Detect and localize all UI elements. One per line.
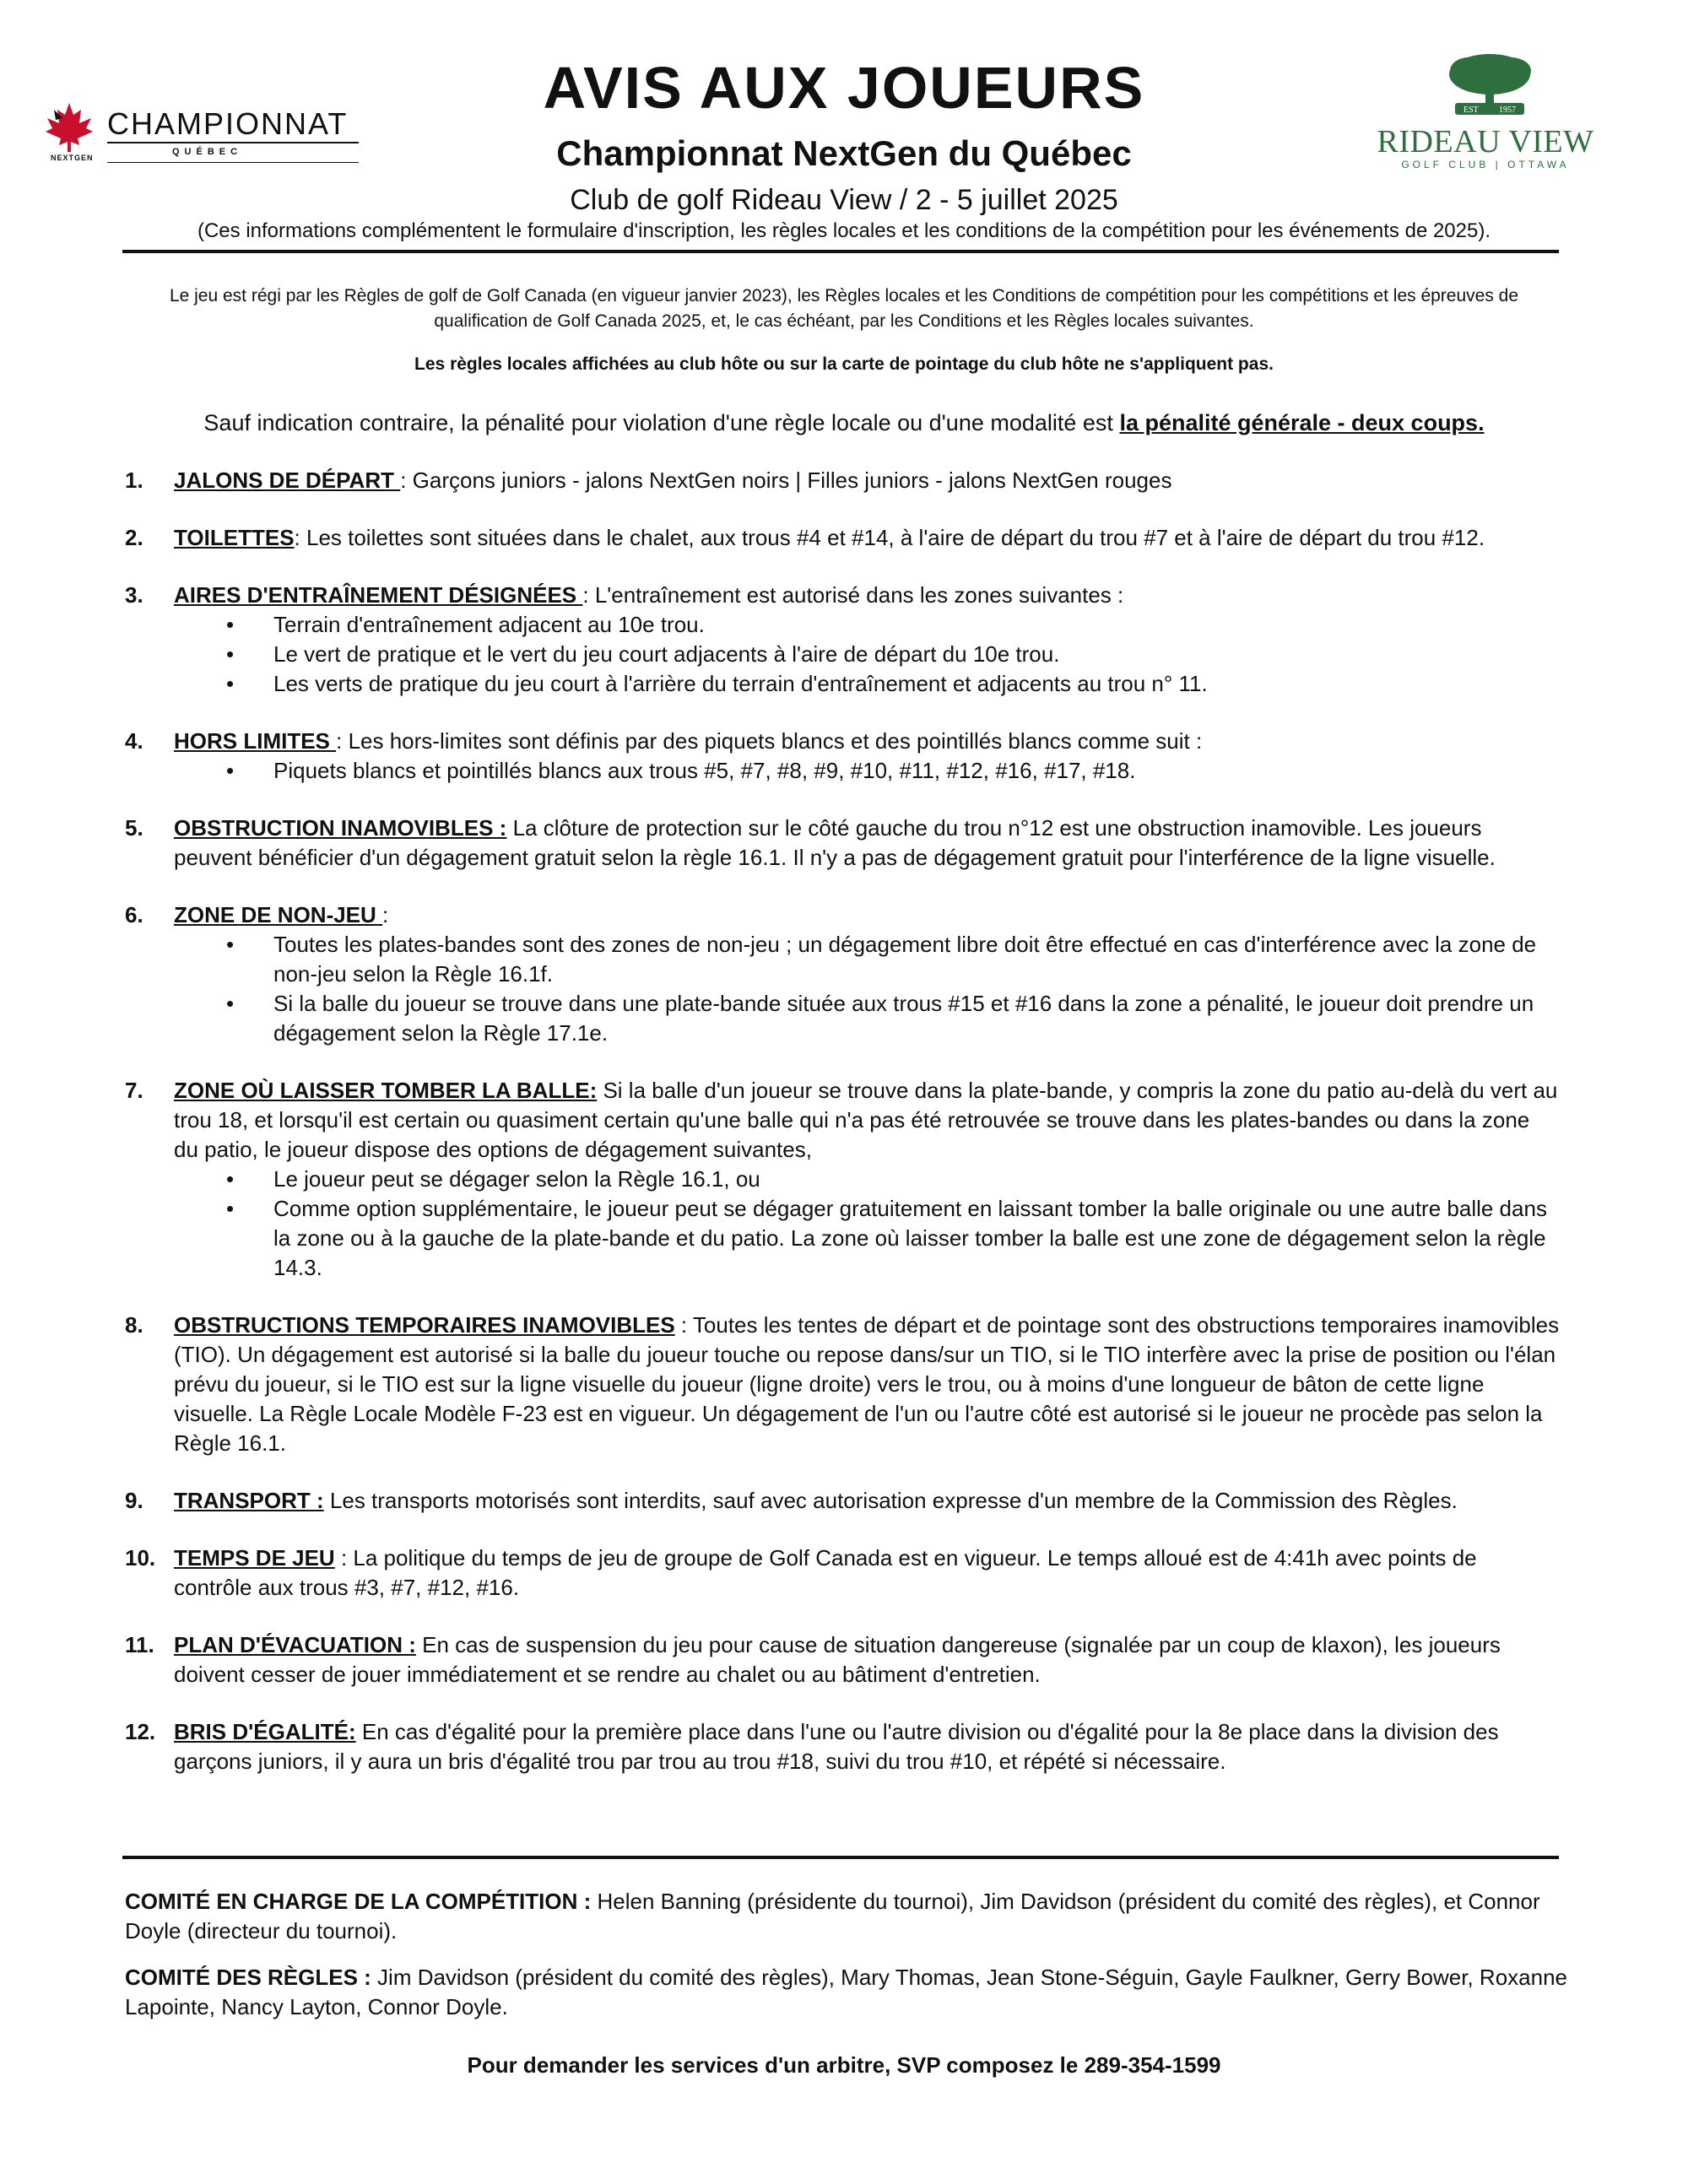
referee-contact: Pour demander les services d'un arbitre, SVP composez le 289-354-1599 bbox=[467, 2052, 1221, 2078]
rule-separator: : bbox=[400, 468, 413, 493]
rule-number: 3. bbox=[125, 582, 143, 608]
rule-item bbox=[125, 523, 1560, 553]
rule-bullet: • Piquets blancs et pointillés blancs aux trous #5, #7, #8, #9, #10, #11, #12, #16, #17, #18. bbox=[174, 756, 1560, 786]
rules-committee-text: Jim Davidson (président du comité des règles), Mary Thomas, Jean Stone-Séguin, Gayle Faulkner, Gerry Bower, Roxanne Lapointe, Nancy Layton, Connor Doyle. bbox=[125, 1965, 1567, 2019]
championnat-brand-text: CHAMPIONNAT bbox=[107, 106, 349, 141]
rule-item bbox=[125, 1076, 1560, 1283]
rule-item bbox=[125, 1486, 1560, 1516]
penalty-statement bbox=[0, 410, 1688, 436]
rule-text: L'entraînement est autorisé dans les zones suivantes : bbox=[594, 582, 1124, 608]
rule-number: 4. bbox=[125, 728, 143, 754]
rideau-view-name: RIDEAU VIEW bbox=[1377, 124, 1594, 159]
rule-number: 9. bbox=[125, 1488, 143, 1513]
rule-item bbox=[125, 727, 1560, 786]
rideau-view-tagline: GOLF CLUB | OTTAWA bbox=[1401, 159, 1570, 170]
rules-committee bbox=[125, 1963, 1577, 2022]
competition-committee-text: Helen Banning (présidente du tournoi), Jim Davidson (président du comité des règles), et Connor Doyle (directeur du tournoi). bbox=[125, 1889, 1540, 1943]
rule-number: 12. bbox=[125, 1719, 156, 1744]
rule-bullet-list bbox=[174, 610, 1560, 699]
rule-number: 2. bbox=[125, 525, 143, 550]
rule-separator bbox=[356, 1719, 362, 1744]
rule-separator: : bbox=[334, 1545, 354, 1570]
competition-committee bbox=[125, 1887, 1577, 1946]
year-text: 1957 bbox=[1499, 105, 1516, 115]
rule-bullet-list bbox=[174, 1165, 1560, 1283]
rule-text: En cas d'égalité pour la première place dans l'une ou l'autre division ou d'égalité pour la 8e place dans la division des garçons juniors, il y aura un bris d'égalité trou par trou au trou #18, suivi du trou #10, et répété si nécessaire. bbox=[174, 1719, 1499, 1774]
rule-title: JALONS DE DÉPART bbox=[174, 468, 401, 493]
rule-separator: : bbox=[674, 1312, 693, 1338]
rule-number: 11. bbox=[125, 1632, 154, 1657]
rule-bullet: • Terrain d'entraînement adjacent au 10e trou. bbox=[174, 610, 1560, 640]
rule-number: 10. bbox=[125, 1545, 156, 1570]
rule-text: La clôture de protection sur le côté gauche du trou n°12 est une obstruction inamovible. Les joueurs peuvent bénéficier d'un dégagement gratuit selon la règle 16.1. Il n'y a pas de dégagement gratuit pour l'interférence de la ligne visuelle. bbox=[174, 815, 1496, 870]
rule-text: En cas de suspension du jeu pour cause de situation dangereuse (signalée par un coup de klaxon), les joueurs doivent cesser de jouer immédiatement et se rendre au chalet ou au bâtiment d'entretien. bbox=[174, 1632, 1501, 1687]
rule-item bbox=[125, 581, 1560, 699]
rule-item bbox=[125, 466, 1560, 495]
rule-title: BRIS D'ÉGALITÉ: bbox=[174, 1719, 356, 1744]
venue-dates: Club de golf Rideau View / 2 - 5 juillet 2025 bbox=[570, 184, 1118, 216]
est-text: EST bbox=[1463, 105, 1479, 115]
rule-number: 1. bbox=[125, 468, 143, 493]
rule-title: ZONE DE NON-JEU bbox=[174, 902, 383, 927]
rules-list bbox=[125, 466, 1560, 1776]
rule-bullet: • Comme option supplémentaire, le joueur peut se dégager gratuitement en laissant tomber la balle originale ou une autre balle dans la zone ou à la gauche de la plate-bande et du patio. La zone où laisser tomber la balle est une zone de dégagement selon la règle 14.3. bbox=[174, 1194, 1560, 1283]
rule-bullet-list bbox=[174, 756, 1560, 786]
rule-number: 7. bbox=[125, 1078, 143, 1103]
rule-separator: : bbox=[294, 525, 306, 550]
rule-bullet-list bbox=[174, 930, 1560, 1048]
intro-paragraph: Le jeu est régi par les Règles de golf de Golf Canada (en vigueur janvier 2023), les Règles locales et les Conditions de compétition pour les compétitions et les épreuves de qualification de Golf Canada 2025, et, le cas échéant, par les Conditions et les Règles locales suivantes. bbox=[169, 286, 1519, 331]
header-note: (Ces informations complémentent le formulaire d'inscription, les règles locales et les conditions de la compétition pour les événements de 2025). bbox=[197, 219, 1491, 242]
quebec-sub-text: QUÉBEC bbox=[172, 147, 243, 157]
rule-title: TEMPS DE JEU bbox=[174, 1545, 335, 1570]
rule-title: TRANSPORT : bbox=[174, 1488, 324, 1513]
rule-item bbox=[125, 1543, 1560, 1603]
rule-item bbox=[125, 900, 1560, 1048]
rule-title: PLAN D'ÉVACUATION : bbox=[174, 1632, 416, 1657]
rule-text: Les transports motorisés sont interdits, sauf avec autorisation expresse d'un membre de la Commission des Règles. bbox=[329, 1488, 1458, 1513]
rule-bullet: • Toutes les plates-bandes sont des zones de non-jeu ; un dégagement libre doit être effectué en cas d'interférence avec la zone de non-jeu selon la Règle 16.1f. bbox=[174, 930, 1560, 989]
rule-item bbox=[125, 1311, 1560, 1458]
penalty-bold: la pénalité générale - deux coups. bbox=[1119, 410, 1485, 435]
rule-title: OBSTRUCTION INAMOVIBLES : bbox=[174, 815, 507, 841]
nextgen-small-label: NEXTGEN bbox=[51, 154, 94, 162]
rule-bullet: • Le vert de pratique et le vert du jeu court adjacents à l'aire de départ du 10e trou. bbox=[174, 640, 1560, 669]
header-divider bbox=[122, 250, 1559, 253]
rule-title: TOILETTES bbox=[174, 525, 295, 550]
footer-divider bbox=[122, 1856, 1559, 1859]
intro-bold-note: Les règles locales affichées au club hôte ou sur la carte de pointage du club hôte ne s'appliquent pas. bbox=[414, 354, 1274, 374]
page-title: AVIS AUX JOUEURS bbox=[543, 55, 1145, 121]
competition-committee-label: COMITÉ EN CHARGE DE LA COMPÉTITION : bbox=[125, 1889, 592, 1914]
rule-item bbox=[125, 1630, 1560, 1689]
rule-bullet: • Les verts de pratique du jeu court à l'arrière du terrain d'entraînement et adjacents au trou n° 11. bbox=[174, 669, 1560, 699]
rule-separator: : bbox=[382, 902, 389, 927]
rules-committee-label: COMITÉ DES RÈGLES : bbox=[125, 1965, 371, 1990]
rule-text: Les hors-limites sont définis par des piquets blancs et des pointillés blancs comme suit : bbox=[348, 728, 1203, 754]
rule-bullet: • Le joueur peut se dégager selon la Règle 16.1, ou bbox=[174, 1165, 1560, 1194]
rule-text: Toutes les tentes de départ et de pointage sont des obstructions temporaires inamovibles (TIO). Un dégagement est autorisé si la balle du joueur touche ou repose dans/sur un TIO, si le TIO interfère avec la prise de position ou l'élan prévu du joueur, si le TIO est sur la ligne visuelle du joueur (ligne droite) vers le trou, ou à moins d'une longueur de bâton de cette ligne visuelle. La Règle Locale Modèle F-23 est en vigueur. Un dégagement de l'un ou l'autre côté est autorisé si le joueur ne procède pas selon la Règle 16.1. bbox=[174, 1312, 1560, 1456]
rule-item bbox=[125, 814, 1560, 873]
rule-title: OBSTRUCTIONS TEMPORAIRES INAMOVIBLES bbox=[174, 1312, 675, 1338]
rule-separator: : bbox=[582, 582, 595, 608]
rule-title: AIRES D'ENTRAÎNEMENT DÉSIGNÉES bbox=[174, 582, 583, 608]
page-subtitle: Championnat NextGen du Québec bbox=[556, 133, 1132, 173]
rule-number: 8. bbox=[125, 1312, 143, 1338]
rule-separator bbox=[324, 1488, 330, 1513]
rule-text: La politique du temps de jeu de groupe de Golf Canada est en vigueur. Le temps alloué est de 4:41h avec points de contrôle aux trous #3, #7, #12, #16. bbox=[174, 1545, 1477, 1600]
rule-item bbox=[125, 1717, 1560, 1776]
rule-text: Si la balle d'un joueur se trouve dans la plate-bande, y compris la zone du patio au-delà du vert au trou 18, et lorsqu'il est certain ou quasiment certain qu'une balle qui n'a pas été retrouvée se trouve dans les plates-bandes ou dans la zone du patio, le joueur dispose des options de dégagement suivantes, bbox=[174, 1078, 1558, 1162]
penalty-text: Sauf indication contraire, la pénalité pour violation d'une règle locale ou d'une modalité est bbox=[203, 410, 1120, 435]
rule-text: Garçons juniors - jalons NextGen noirs | Filles juniors - jalons NextGen rouges bbox=[412, 468, 1172, 493]
rule-separator bbox=[506, 815, 512, 841]
rule-separator: : bbox=[336, 728, 349, 754]
rule-text: Les toilettes sont situées dans le chalet, aux trous #4 et #14, à l'aire de départ du trou #7 et à l'aire de départ du trou #12. bbox=[306, 525, 1485, 550]
rule-number: 6. bbox=[125, 902, 143, 927]
rule-number: 5. bbox=[125, 815, 143, 841]
rule-title: ZONE OÙ LAISSER TOMBER LA BALLE: bbox=[174, 1078, 598, 1103]
rule-bullet: • Si la balle du joueur se trouve dans une plate-bande située aux trous #15 et #16 dans la zone a pénalité, le joueur doit prendre un dégagement selon la Règle 17.1e. bbox=[174, 989, 1560, 1048]
rule-title: HORS LIMITES bbox=[174, 728, 337, 754]
